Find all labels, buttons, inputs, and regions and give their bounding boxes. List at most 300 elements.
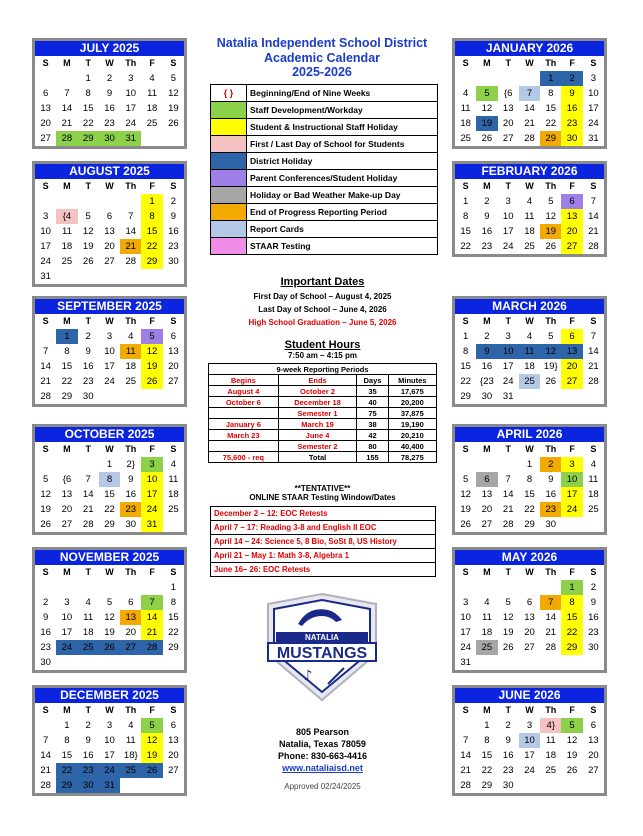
empty-day-cell <box>78 194 99 209</box>
day-cell: 21 <box>120 239 141 254</box>
day-cell: 10 <box>125 88 137 99</box>
legend-swatch <box>211 136 247 153</box>
day-cell: 9 <box>170 211 176 222</box>
mustangs-logo <box>258 592 386 702</box>
day-cell: 20 <box>481 504 493 515</box>
day-cell: 22 <box>460 376 471 387</box>
empty-day-cell <box>99 389 120 404</box>
important-dates <box>205 276 440 327</box>
day-cell: 1 <box>561 580 582 595</box>
weekday-header: F <box>569 444 575 454</box>
day-cell: 1 <box>85 73 91 84</box>
day-cell: 24 <box>460 642 471 653</box>
day-cell: 14 <box>125 226 137 237</box>
legend-label: Report Cards <box>247 221 438 238</box>
day-cell: 4 <box>149 73 155 84</box>
day-cell: 25 <box>146 118 158 129</box>
day-cell: 8 <box>462 211 469 222</box>
day-cell: 9 <box>548 474 554 485</box>
day-cell: 20 <box>561 359 582 374</box>
staar-heading: ONLINE STAAR Testing Window/Dates <box>249 493 396 502</box>
weekday-header: T <box>505 181 511 191</box>
day-cell: 26 <box>481 133 493 144</box>
day-cell: 17 <box>561 487 582 502</box>
day-cell: 10 <box>588 88 599 99</box>
day-cell: 19} <box>543 361 558 372</box>
day-cell: 14 <box>588 346 599 357</box>
empty-day-cell <box>56 269 77 284</box>
day-cell: 15 <box>168 612 179 623</box>
day-cell: 15 <box>545 103 557 114</box>
legend-label: District Holiday <box>247 153 438 170</box>
day-cell: 21 <box>40 376 51 387</box>
day-cell: 29 <box>481 780 493 791</box>
weekday-header: F <box>569 58 575 68</box>
day-cell: 18 <box>481 627 493 638</box>
day-cell: 7 <box>519 86 540 101</box>
day-cell: 9 <box>484 211 490 222</box>
day-cell: {23 <box>480 376 494 387</box>
month-title: SEPTEMBER 2025 <box>35 299 184 314</box>
day-cell: 9 <box>505 735 511 746</box>
table-cell: December 18 <box>278 397 357 408</box>
street-address: 805 Pearson <box>295 727 350 737</box>
day-cell: 13 <box>524 612 535 623</box>
weekday-header: S <box>42 181 49 191</box>
legend-swatch <box>211 102 247 119</box>
empty-day-cell <box>120 194 141 209</box>
table-cell: 17,675 <box>388 386 436 397</box>
weekday-header: T <box>505 444 511 454</box>
day-cell: 13 <box>40 103 51 114</box>
month-grid <box>455 703 604 793</box>
weekday-header: F <box>569 567 575 577</box>
day-cell: 3 <box>106 331 113 342</box>
weekday-header: Th <box>125 181 137 191</box>
staar-row <box>211 549 436 563</box>
student-hours-time: 7:50 am – 4:15 pm <box>288 351 357 360</box>
legend-label: STAAR Testing <box>247 238 438 255</box>
day-cell: 12 <box>141 344 162 359</box>
day-cell: 12 <box>82 226 94 237</box>
day-cell: 30 <box>502 780 514 791</box>
day-cell: 25 <box>61 256 73 267</box>
day-cell: 10 <box>61 612 73 623</box>
day-cell: 21 <box>141 625 162 640</box>
day-cell: 24 <box>56 640 77 655</box>
day-cell: 26 <box>460 519 471 530</box>
day-cell: 10 <box>498 344 519 359</box>
day-cell: 23 <box>40 642 51 653</box>
day-cell: 27 <box>168 765 179 776</box>
staar-item: April 7 – 17: Reading 3-8 and English II EOC <box>211 521 436 535</box>
website-link[interactable]: www.nataliaisd.net <box>282 763 363 773</box>
day-cell: 13 <box>168 346 179 357</box>
day-cell: 29 <box>78 131 99 146</box>
calendar-july-2025 <box>32 38 187 149</box>
day-cell: 3 <box>505 331 511 342</box>
empty-day-cell <box>35 457 56 472</box>
day-cell: 3 <box>462 597 469 608</box>
weekday-header: S <box>462 705 469 715</box>
day-cell: 17 <box>125 103 137 114</box>
day-cell: 15 <box>141 224 162 239</box>
legend-row <box>211 238 438 255</box>
weekday-header: S <box>462 567 469 577</box>
weekday-header: S <box>42 316 49 326</box>
day-cell: 8 <box>170 597 176 608</box>
day-cell: 14 <box>545 612 557 623</box>
day-cell: 28 <box>588 376 599 387</box>
day-cell: 22 <box>460 241 471 252</box>
day-cell: 24 <box>99 763 120 778</box>
legend-label: Holiday or Bad Weather Make-up Day <box>247 187 438 204</box>
day-cell: 22 <box>56 763 77 778</box>
table-cell: October 6 <box>209 397 279 408</box>
empty-day-cell <box>141 655 162 670</box>
empty-day-cell <box>519 389 540 404</box>
day-cell: 5 <box>141 718 162 733</box>
day-cell: 13 <box>120 610 141 625</box>
graduation-text: High School Graduation – June 5, 2026 <box>248 318 397 327</box>
empty-day-cell <box>561 655 582 670</box>
day-cell: 25 <box>168 504 179 515</box>
legend-row <box>211 85 438 102</box>
weekday-header: S <box>42 705 49 715</box>
legend-swatch <box>211 221 247 238</box>
empty-day-cell <box>78 580 99 595</box>
day-cell: 24 <box>141 502 162 517</box>
legend-swatch <box>211 85 247 102</box>
day-cell: 22 <box>561 625 582 640</box>
empty-day-cell <box>99 655 120 670</box>
city-address: Natalia, Texas 78059 <box>279 739 366 749</box>
reporting-column-header: Ends <box>278 375 357 386</box>
day-cell: 3 <box>526 720 533 731</box>
day-cell: 12 <box>481 103 493 114</box>
weekday-header: S <box>170 567 177 577</box>
day-cell: 27 <box>481 519 493 530</box>
day-cell: 27 <box>40 133 51 144</box>
empty-day-cell <box>141 269 162 284</box>
day-cell: 19 <box>460 504 471 515</box>
day-cell: 14 <box>588 211 599 222</box>
day-cell: 30 <box>481 391 493 402</box>
day-cell: 7 <box>590 331 596 342</box>
empty-day-cell <box>476 580 497 595</box>
day-cell: 5 <box>476 86 497 101</box>
weekday-header: M <box>63 444 71 454</box>
empty-day-cell <box>141 131 162 146</box>
day-cell: 21 <box>82 504 94 515</box>
day-cell: 5 <box>170 73 176 84</box>
day-cell: 7 <box>42 346 49 357</box>
empty-day-cell <box>583 655 604 670</box>
day-cell: 27 <box>168 376 179 387</box>
day-cell: 15 <box>524 489 535 500</box>
day-cell: 15 <box>61 750 73 761</box>
day-cell: 6 <box>106 211 113 222</box>
table-cell: 80 <box>357 441 388 452</box>
day-cell: 16 <box>125 489 137 500</box>
day-cell: 20 <box>168 750 179 761</box>
day-cell: 7 <box>462 735 469 746</box>
month-grid <box>455 565 604 670</box>
staar-item: December 2 – 12: EOC Retests <box>211 507 436 521</box>
weekday-header: S <box>462 181 469 191</box>
day-cell: 10 <box>561 472 582 487</box>
day-cell: 4 <box>128 331 134 342</box>
day-cell: 14 <box>40 361 51 372</box>
day-cell: 2 <box>505 720 511 731</box>
weekday-header: W <box>105 181 114 191</box>
weekday-header: M <box>63 567 71 577</box>
weekday-header: F <box>569 181 575 191</box>
reporting-column-header: Minutes <box>388 375 436 386</box>
empty-day-cell <box>99 580 120 595</box>
day-cell: 6 <box>526 597 533 608</box>
day-cell: 19 <box>502 627 514 638</box>
day-cell: 6 <box>561 329 582 344</box>
day-cell: 3 <box>64 597 70 608</box>
day-cell: 27 <box>61 519 73 530</box>
day-cell: 18 <box>588 489 599 500</box>
day-cell: 2 <box>85 331 91 342</box>
day-cell: 18 <box>460 118 471 129</box>
empty-day-cell <box>498 71 519 86</box>
day-cell: 17 <box>460 627 471 638</box>
month-grid <box>35 442 184 532</box>
empty-day-cell <box>35 718 56 733</box>
day-cell: 5 <box>106 597 113 608</box>
legend-swatch <box>211 204 247 221</box>
staar-dates-table <box>210 506 436 577</box>
weekday-header: S <box>462 444 469 454</box>
day-cell: 17 <box>588 103 599 114</box>
day-cell: 11 <box>481 612 492 623</box>
day-cell: 1 <box>64 720 70 731</box>
day-cell: 27 <box>524 642 535 653</box>
day-cell: 4 <box>170 459 176 470</box>
weekday-header: T <box>85 705 91 715</box>
legend-swatch <box>211 119 247 136</box>
day-cell: 23 <box>168 241 179 252</box>
day-cell: 22 <box>141 239 162 254</box>
day-cell: 6 <box>590 720 596 731</box>
empty-day-cell <box>519 71 540 86</box>
empty-day-cell <box>35 580 56 595</box>
day-cell: 16 <box>502 750 514 761</box>
day-cell: 5 <box>141 329 162 344</box>
day-cell: 9 <box>85 735 91 746</box>
day-cell: 28 <box>141 640 162 655</box>
empty-day-cell <box>540 580 561 595</box>
day-cell: 15 <box>82 103 94 114</box>
table-cell: 75 <box>357 408 388 419</box>
calendar-february-2026 <box>452 161 607 257</box>
empty-day-cell <box>455 457 476 472</box>
day-cell: 20 <box>524 627 535 638</box>
empty-day-cell <box>56 194 77 209</box>
day-cell: 1 <box>170 582 176 593</box>
weekday-header: F <box>149 444 155 454</box>
empty-day-cell <box>583 517 604 532</box>
day-cell: 9 <box>561 86 582 101</box>
day-cell: 18 <box>82 627 94 638</box>
day-cell: 7 <box>540 595 561 610</box>
day-cell: 31 <box>120 131 141 146</box>
day-cell: 26 <box>141 763 162 778</box>
weekday-header: F <box>149 567 155 577</box>
weekday-header: Th <box>125 444 137 454</box>
day-cell: 18 <box>125 361 137 372</box>
day-cell: 21 <box>460 765 471 776</box>
empty-day-cell <box>498 457 519 472</box>
calendar-december-2025 <box>32 685 187 796</box>
month-title: JULY 2025 <box>35 41 184 56</box>
legend-swatch <box>211 153 247 170</box>
day-cell: 16 <box>82 361 94 372</box>
day-cell: 14 <box>40 750 51 761</box>
weekday-header: W <box>525 444 534 454</box>
day-cell: 15 <box>460 226 471 237</box>
day-cell: 30 <box>168 256 179 267</box>
weekday-header: F <box>569 705 575 715</box>
day-cell: 8 <box>99 472 120 487</box>
day-cell: 17 <box>502 226 514 237</box>
weekday-header: Th <box>125 316 137 326</box>
day-cell: 13 <box>588 735 599 746</box>
calendar-september-2025 <box>32 296 187 407</box>
empty-day-cell <box>540 655 561 670</box>
day-cell: 20 <box>502 118 514 129</box>
empty-day-cell <box>476 457 497 472</box>
weekday-header: M <box>483 181 491 191</box>
day-cell: 23 <box>120 502 141 517</box>
day-cell: 30 <box>125 519 137 530</box>
day-cell: 8 <box>526 474 533 485</box>
day-cell: 4 <box>128 720 134 731</box>
day-cell: 24 <box>502 376 514 387</box>
empty-day-cell <box>78 457 99 472</box>
day-cell: 2} <box>126 459 136 470</box>
day-cell: 2 <box>484 331 490 342</box>
month-title: DECEMBER 2025 <box>35 688 184 703</box>
legend-table <box>210 84 438 255</box>
day-cell: 17 <box>141 487 162 502</box>
weekday-header: T <box>505 316 511 326</box>
day-cell: 23 <box>78 763 99 778</box>
day-cell: 24 <box>104 376 115 387</box>
student-hours-heading: Student Hours <box>284 339 361 351</box>
day-cell: 30 <box>78 778 99 793</box>
day-cell: 23 <box>502 765 514 776</box>
day-cell: 31 <box>460 657 471 668</box>
empty-day-cell <box>35 71 56 86</box>
weekday-header: W <box>525 58 534 68</box>
empty-day-cell <box>476 655 497 670</box>
day-cell: 5 <box>505 597 511 608</box>
day-cell: 3 <box>561 457 582 472</box>
day-cell: 12 <box>141 733 162 748</box>
day-cell: 4 <box>526 196 533 207</box>
empty-day-cell <box>540 778 561 793</box>
empty-day-cell <box>163 389 184 404</box>
day-cell: 29 <box>168 642 179 653</box>
day-cell: 21 <box>524 118 535 129</box>
day-cell: 2 <box>42 597 49 608</box>
weekday-header: M <box>483 705 491 715</box>
day-cell: 17 <box>40 241 51 252</box>
weekday-header: S <box>170 444 177 454</box>
legend-label: Parent Conferences/Student Holiday <box>247 170 438 187</box>
day-cell: 15 <box>561 610 582 625</box>
district-name: Natalia Independent School District <box>216 36 428 50</box>
day-cell: 2 <box>484 196 490 207</box>
day-cell: 20 <box>40 118 51 129</box>
music-note-icon: ♪ <box>303 668 313 684</box>
day-cell: 25 <box>460 133 471 144</box>
legend-row <box>211 119 438 136</box>
day-cell: 26 <box>502 642 514 653</box>
weekday-header: S <box>590 58 597 68</box>
weekday-header: T <box>85 567 91 577</box>
day-cell: 29 <box>524 519 535 530</box>
table-row <box>209 408 437 419</box>
day-cell: 16 <box>545 489 557 500</box>
day-cell: 19 <box>566 750 578 761</box>
day-cell: 27 <box>502 133 514 144</box>
day-cell: 27 <box>104 256 115 267</box>
empty-day-cell <box>78 655 99 670</box>
empty-day-cell <box>476 71 497 86</box>
table-cell: June 4 <box>278 430 357 441</box>
day-cell: {6 <box>503 88 513 99</box>
weekday-header: M <box>483 567 491 577</box>
weekday-header: T <box>505 58 511 68</box>
month-grid <box>455 56 604 146</box>
day-cell: 26 <box>545 376 557 387</box>
day-cell: 26 <box>545 241 557 252</box>
calendar-january-2026 <box>452 38 607 149</box>
day-cell: 3 <box>128 73 134 84</box>
weekday-header: W <box>525 181 534 191</box>
weekday-header: S <box>590 181 597 191</box>
day-cell: 20 <box>561 224 582 239</box>
empty-day-cell <box>455 71 476 86</box>
day-cell: 12 <box>40 489 51 500</box>
day-cell: 12 <box>566 735 578 746</box>
table-cell: October 2 <box>278 386 357 397</box>
day-cell: 6 <box>42 88 49 99</box>
day-cell: 26 <box>141 374 162 389</box>
day-cell: 4 <box>462 88 469 99</box>
table-cell: Total <box>278 452 357 463</box>
day-cell: 2 <box>540 457 561 472</box>
day-cell: 21 <box>40 765 51 776</box>
calendar-title: Academic Calendar <box>263 50 381 65</box>
logo-main-text: MUSTANGS <box>276 645 368 662</box>
empty-day-cell <box>519 778 540 793</box>
table-row <box>209 419 437 430</box>
weekday-header: Th <box>545 181 557 191</box>
weekday-header: T <box>505 705 511 715</box>
day-cell: 18 <box>545 750 557 761</box>
day-cell: 30 <box>40 657 51 668</box>
legend-swatch <box>211 187 247 204</box>
first-day-text: First Day of School – August 4, 2025 <box>253 292 392 301</box>
day-cell: 5 <box>548 331 554 342</box>
